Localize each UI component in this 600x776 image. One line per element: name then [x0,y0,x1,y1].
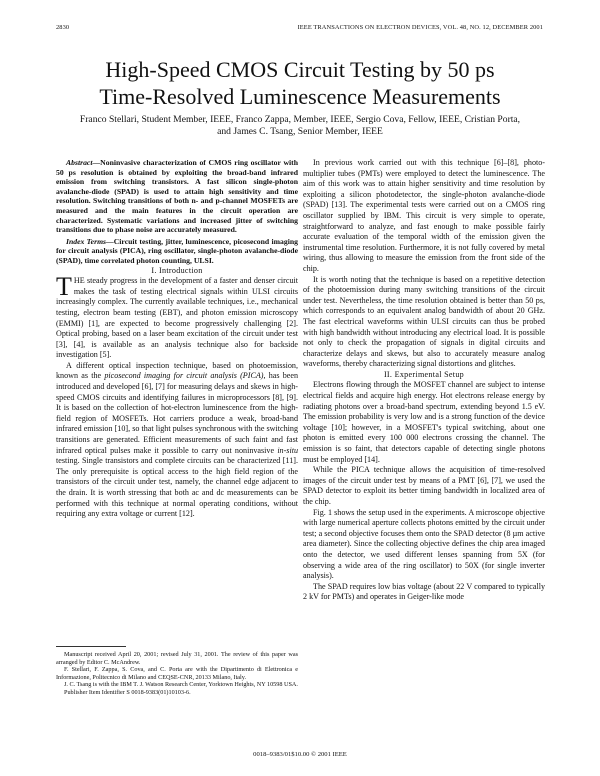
footnote-3: J. C. Tsang is with the IBM T. J. Watson Research Center, Yorktown Heights, NY 10598 USA. [64,681,298,689]
authors-line-1: Franco Stellari, Student Member, IEEE, Franco Zappa, Member, IEEE, Sergio Cova, Fellow, IEEE, Cristian Porta, [79,114,521,125]
index-terms [56,237,298,266]
intro-paragraph-1 [56,272,298,361]
copyright-line: 0018–9383/01$10.00 © 2001 IEEE [253,751,347,758]
authors-line-2: and James C. Tsang, Senior Member, IEEE [217,126,383,138]
index-terms-label: Index Terms— [66,236,114,246]
intro-paragraph-2 [56,361,298,520]
abstract [56,158,298,235]
index-terms-text: Circuit testing, jitter, luminescence, picosecond imaging for circuit analysis (PICA), ring oscillator, single-photon avalanche-diode (SPAD), time correlated photon counting, ULSI. [56,236,298,265]
setup-paragraph-4: The SPAD requires low bias voltage (about 22 V compared to typically 2 kV for PMTs) and operates in Geiger-like mode [303,581,545,602]
setup-paragraph-3: Fig. 1 shows the setup used in the experiments. A microscope objective with large numerical aperture collects photons emitted by the circuit under test; a second objective focuses them onto the SPAD detector (8 µm active area diameter). Since the collecting objective defines the chip area imaged onto the detector, we used different lenses spanning from 5X (for observing a wide area of the ring oscillator) to 50X (for single inverter analysis). [303,507,545,581]
paper-title [40,56,560,110]
intro-p2-a: A different optical inspection technique, based on photoemission, known as the [56,360,298,381]
footnote-1: Manuscript received April 20, 2001; revised July 31, 2001. The review of this paper was arranged by Editor C. McAndrew. [56,651,298,666]
footnotes [56,646,298,697]
footnote-4: Publisher Item Identifier S 0018-9383(01)10103-6. [64,688,191,696]
drop-cap: T [56,272,72,302]
title-line-1: High-Speed CMOS Circuit Testing by 50 ps [105,57,495,82]
section-2-heading: II. Experimental Setup [383,369,465,379]
author-list [56,114,544,139]
intro-p2-c: testing. Single transistors and complete circuits can be characterized [11]. The only prerequisite is optical access to the high field region of the transistors of the circuit under test, namely, the channel edge adjacent to the drain. It is worth stressing that both ac and dc measurements can be performed with this technique at normal operating conditions, without requiring any extra voltage or current [12]. [56,456,298,519]
right-column [303,158,545,603]
title-line-2: Time-Resolved Luminescence Measurements [99,84,501,109]
intro-p2-b: , has been introduced and developed [6], [7] for measuring delays and skews in high-speed CMOS circuits and identifying failures in microprocessors [8], [9]. It is based on the collection of hot-electron luminescence from the high-field region of MOSFETs. Hot carriers produce a weak, broad-band infrared emission [10], so that light pulses synchronous with the switching transitions are generated. Efficient measurements of such faint and fast infrared optical pulses make it possible to carry out noninvasive [56,371,299,455]
page-number: 2830 [56,24,70,31]
right-paragraph-1: In previous work carried out with this technique [6]–[8], photo-multiplier tubes (PMTs) were employed to detect the luminescence. The aim of this work was to attain higher sensitivity and time resolution by exploiting a silicon photodetector, the single-photon avalanche-diode (SPAD) [13]. The experimental tests were carried out on a CMOS ring oscillator supplied by IBM. This circuit is very simple to operate, straightforward to analyze, and fast enough to make possible fairly accurate evaluation of the temporal width of the emission given the instrumental time resolution. Furthermore, it is not fully covered by metal wiring, thus allowing to measure the emission from the front side of the chip. [303,158,545,273]
setup-paragraph-2: While the PICA technique allows the acquisition of time-resolved images of the circuit under test by means of a PMT [6], [7], we used the SPAD detector to exploit its better timing bandwidth in localized area of the chip. [303,465,545,506]
intro-p2-emphasis-2: in-situ [277,445,298,455]
abstract-label: Abstract— [66,158,101,167]
right-paragraph-2: It is worth noting that the technique is based on a repetitive detection of the photoemission during many switching transitions of the circuit under test. Nevertheless, the time resolution obtained is better than 50 ps, which corresponds to an equivalent analog bandwidth of about 20 GHz. The fast electrical waveforms within ULSI circuits can thus be probed with high bandwidth without introducing any electrical load. It is possible not only to check the propagation of signals in digital circuits and characterize delays and skews, but also to accurately measure analog waveforms, thereby characterizing signal distortions and glitches. [303,274,545,369]
running-header [56,24,543,34]
footnote-2: F. Stellari, F. Zappa, S. Cova, and C. Porta are with the Dipartimento di Elettronica e Informazione, Politecnico di Milano and CEQSE-CNR, 20133 Milano, Italy. [56,666,298,681]
intro-p2-emphasis: picosecond imaging for circuit analysis (PICA) [104,371,264,381]
journal-name: IEEE TRANSACTIONS ON ELECTRON DEVICES, VOL. 48, NO. 12, DECEMBER 2001 [297,24,543,31]
left-column [56,158,298,520]
setup-paragraph-1: Electrons flowing through the MOSFET channel are subject to intense electrical fields and acquire high energy. Hot electrons release energy by radiating photons over a broad-band spectrum, extending beyond 1.5 eV. The emission probability is very low and is a strong function of the device voltage [10]; however, in a MOSFET's typical switching, about one photon is emitted every 100 000 electrons crossing the channel. The emission is so faint, that detectors capable of detecting single photons must be employed [14]. [303,380,545,464]
section-1-heading: I. Introduction [151,265,203,275]
intro-p1-text: HE steady progress in the development of a faster and denser circuit makes the task of testing electrical signals within ULSI circuits increasingly complex. The currently available techniques, i.e., mechanical testing, electron beam testing (EBT), and photon emission microscopy (EMMI) [1], are expected to become progressively challenging [2]. Optical probing, based on a laser beam excitation of the circuit under test [3], [4], is available as an analysis technique also for backside investigation [5]. [56,276,298,360]
abstract-text: Noninvasive characterization of CMOS ring oscillator with 50 ps resolution is obtained by exploiting the broad-band infrared emission from switching transistors. A fast silicon single-photon avalanche-diode (SPAD) is used to attain high sensitivity and time resolution. Switching transitions of both n- and p-channel MOSFETs are measured and the main features in the circuit operation are characterized. Systematic variations and increased jitter of switching transitions due to phase noise are accurately measured. [56,158,298,235]
footnote-rule [56,646,126,647]
